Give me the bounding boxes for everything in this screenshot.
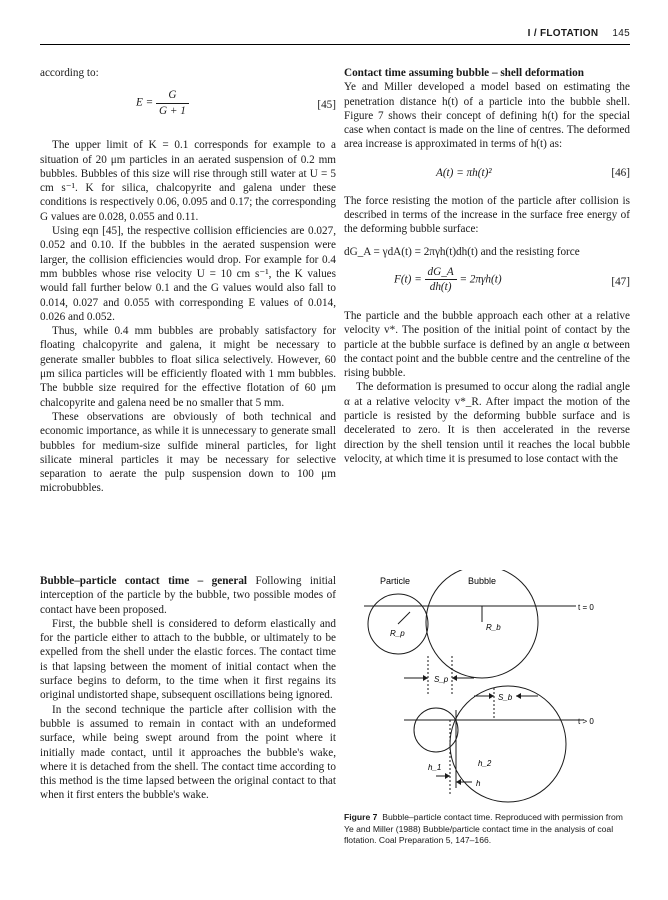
figure-7-diagram xyxy=(344,570,630,808)
sp-arrowhead-left xyxy=(423,675,428,681)
eq45-numerator: G xyxy=(156,88,189,103)
left-column-top xyxy=(40,66,336,496)
paragraph: In the second technique the particle after collision with the bubble is assumed to remain in contact with an undeformed surface, while being swept around from the point where it initially made contact, until it approaches the bubble's wake, where it is detached from the shell. The contact time according to this method is the time lapsed between the original contact to that when it first enters the bubble's wake. xyxy=(40,703,336,802)
label-h2: h_2 xyxy=(478,759,492,768)
equation-46 xyxy=(344,160,630,186)
eq47-lhs: F(t) = xyxy=(394,273,422,286)
eq47-fraction xyxy=(425,265,457,295)
figure-caption xyxy=(344,812,630,847)
bubble-circle-bottom xyxy=(450,686,566,802)
label-h1: h_1 xyxy=(428,763,442,772)
label-particle: Particle xyxy=(380,576,411,586)
paragraph-text: Following initial interception of the particle by the bubble, two possible modes of contact have been proposed. xyxy=(40,575,336,616)
paragraph: The deformation is presumed to occur along the radial angle α at a relative velocity v*_R. After impact the motion of the particle is resisted by the deforming bubble surface and is decelerated to zero. It is then accelerated in the reverse direction by the shell tension until it reaches the local bubble velocity, at which time it is presumed to lose contact with the xyxy=(344,381,630,465)
eq47-rhs: = 2πγh(t) xyxy=(459,273,502,286)
eq46-expression: A(t) = πh(t)² xyxy=(436,166,492,179)
label-rp: R_p xyxy=(390,629,405,638)
paragraph: dG_A = γdA(t) = 2πγh(t)dh(t) and the resisting force xyxy=(344,245,580,258)
eq45-lhs: E = xyxy=(136,96,154,109)
eq45-denominator: G + 1 xyxy=(158,104,186,117)
section-heading: Contact time assuming bubble – shell deformation xyxy=(344,67,584,79)
section-title: I / FLOTATION xyxy=(527,28,599,39)
eq45-label: [45] xyxy=(317,99,336,112)
label-rb: R_b xyxy=(486,623,501,632)
caption-label: Figure 7 xyxy=(344,812,378,822)
left-column-bottom xyxy=(40,574,336,803)
page-number: 145 xyxy=(612,28,630,39)
caption-text: Bubble–particle contact time. Reproduced with permission from Ye and Miller (1988) Bubble/particle contact time in the analysis of coal flotation. Coal Preparation 5, 147–166. xyxy=(344,812,623,845)
paragraph: The upper limit of K = 0.1 corresponds for example to a situation of 20 μm particles in an aerated suspension of 0.2 mm bubbles. Bubbles of this size will rise through still water at U = 5 cm s⁻¹. K for silica, chalcopyrite and galena under these conditions is respectively 0.06, 0.095 and 0.17; the corresponding G values are 0.028, 0.055 and 0.11. xyxy=(40,139,336,223)
rp-radius-line xyxy=(398,612,410,624)
header-run xyxy=(528,28,630,39)
paragraph: Using eqn [45], the respective collision efficiencies are 0.027, 0.052 and 0.10. If the bubbles in the aerated suspension were larger, the collision efficiencies would drop. For example for 0.4 mm bubbles whose rise velocity U = 10 cm s⁻¹, the K values would fall further below 0.1 and the G values would also fall to 0.014, 0.027 and 0.055 with corresponding E values of 0.014, 0.026 and 0.052. xyxy=(40,225,336,323)
paragraph: The force resisting the motion of the particle after collision is described in terms of the increase in the surface free energy of the deforming bubble surface: xyxy=(344,194,630,236)
equation-45 xyxy=(40,88,336,128)
eq46-label: [46] xyxy=(611,166,630,179)
sp-arrowhead-right xyxy=(452,675,457,681)
label-t0: t = 0 xyxy=(578,603,594,612)
h1-arrowhead xyxy=(445,773,450,779)
bubble-circle-top xyxy=(426,570,538,678)
paragraph: First, the bubble shell is considered to deform elastically and for the particle either to attach to the bubble, or ultimately to be expelled from the shell under the elastic forces. The contact time is that lapsing between the moment of initial contact when the surface begins to deform, to the time when it first regains its original undistorted shape, subsequent oscillations being ignored. xyxy=(40,617,336,702)
figure-7 xyxy=(344,570,630,808)
eq45-fraction xyxy=(156,88,189,118)
h-arrowhead xyxy=(456,779,461,785)
equation-47 xyxy=(344,265,630,301)
paragraph: The particle and the bubble approach each other at a relative velocity v*. The position of the initial point of contact by the particle at the bubble surface is defined by an angle α between the contact point and the bubble centre and the centreline of the rising bubble. xyxy=(344,309,630,380)
paragraph: These observations are obviously of both technical and economic importance, as while it is unnecessary to generate small bubbles for medium-size sulfide mineral particles, for light silicate mineral particles it may be necessary for selective separation to aerate the pulp suspension down to 100 μm microbubbles. xyxy=(40,410,336,495)
sb-arrowhead-right xyxy=(516,693,521,699)
label-sp: S_p xyxy=(434,675,449,684)
paragraph: Thus, while 0.4 mm bubbles are probably satisfactory for floating chalcopyrite and galena, it might be necessary to generate smaller bubbles to float silica selectively. However, 60 μm silica particles will be efficiently floated with 1 mm bubbles. The bubble size required for the effective flotation of 60 μm chalcopyrite and galena need be no smaller that 5 mm. xyxy=(40,325,336,409)
eq47-denominator: dh(t) xyxy=(429,281,452,294)
label-bubble: Bubble xyxy=(468,576,497,586)
label-sb: S_b xyxy=(498,693,513,702)
intro-line: according to: xyxy=(40,67,99,79)
right-column-top xyxy=(344,66,630,466)
label-t1: t > 0 xyxy=(578,717,594,726)
eq47-label: [47] xyxy=(611,275,630,288)
eq47-numerator: dG_A xyxy=(425,265,457,280)
sb-arrowhead-left xyxy=(489,693,494,699)
section-heading: Bubble–particle contact time – general xyxy=(40,575,248,587)
label-h: h xyxy=(476,779,481,788)
paragraph: Ye and Miller developed a model based on estimating the penetration distance h(t) of a particle into the bubble shell. Figure 7 shows their concept of defining h(t) for the special case when contact is made on the line of centres. The deformed area increase is approximated in terms of h(t) as: xyxy=(344,81,630,151)
paragraph-with-heading xyxy=(40,574,336,617)
running-header xyxy=(40,28,630,45)
